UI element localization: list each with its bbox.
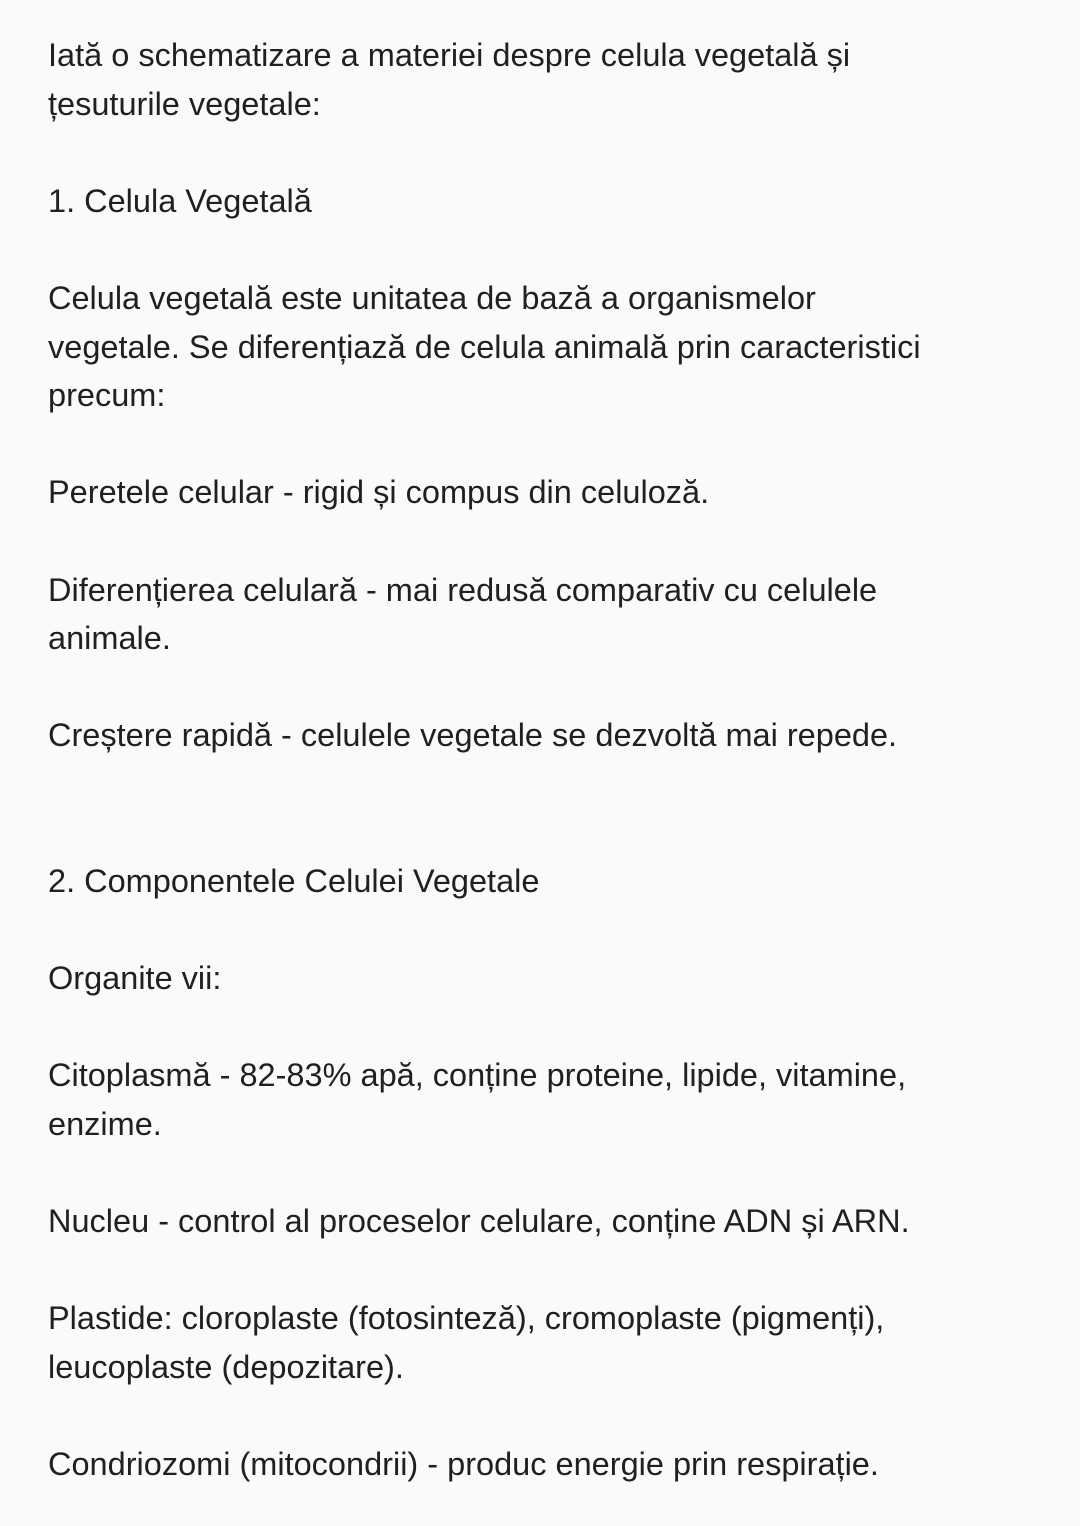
diferentiere-paragraph: [48, 566, 1032, 663]
section-heading-componente: [48, 857, 1032, 906]
heading-text: 1. Celula Vegetală: [48, 182, 312, 219]
text-line: precum:: [48, 377, 166, 414]
text-line: Plastide: cloroplaste (fotosinteză), cromoplaste (pigmenți),: [48, 1300, 885, 1337]
perete-celular-paragraph: [48, 468, 1032, 517]
text-line: Condriozomi (mitocondrii) - produc energie prin respirație.: [48, 1446, 879, 1483]
nucleu-paragraph: [48, 1197, 1032, 1246]
text-line: Organite vii:: [48, 960, 222, 997]
text-line: Peretele celular - rigid și compus din celuloză.: [48, 474, 710, 511]
plastide-paragraph: [48, 1294, 1032, 1391]
crestere-paragraph: [48, 711, 1032, 760]
text-line: Diferențierea celulară - mai redusă comparativ cu celulele: [48, 571, 878, 608]
text-line: Celula vegetală este unitatea de bază a organismelor: [48, 279, 816, 316]
text-line: enzime.: [48, 1106, 162, 1143]
text-line: Citoplasmă - 82-83% apă, conține proteine, lipide, vitamine,: [48, 1057, 907, 1094]
celula-description-paragraph: [48, 274, 1032, 420]
intro-paragraph: [48, 31, 1032, 128]
condriozomi-paragraph: [48, 1440, 1032, 1489]
text-line: leucoplaste (depozitare).: [48, 1349, 404, 1386]
text-line: țesuturile vegetale:: [48, 85, 321, 122]
text-line: Nucleu - control al proceselor celulare, conține ADN și ARN.: [48, 1203, 910, 1240]
text-line: animale.: [48, 620, 171, 657]
organite-vii-label: [48, 954, 1032, 1003]
text-line: Creștere rapidă - celulele vegetale se dezvoltă mai repede.: [48, 717, 898, 754]
citoplasma-paragraph: [48, 1051, 1032, 1148]
heading-text: 2. Componentele Celulei Vegetale: [48, 863, 540, 900]
section-heading-celula-vegetala: [48, 177, 1032, 226]
text-line: Iată o schematizare a materiei despre celula vegetală și: [48, 37, 851, 73]
text-line: vegetale. Se diferențiază de celula animală prin caracteristici: [48, 328, 921, 365]
